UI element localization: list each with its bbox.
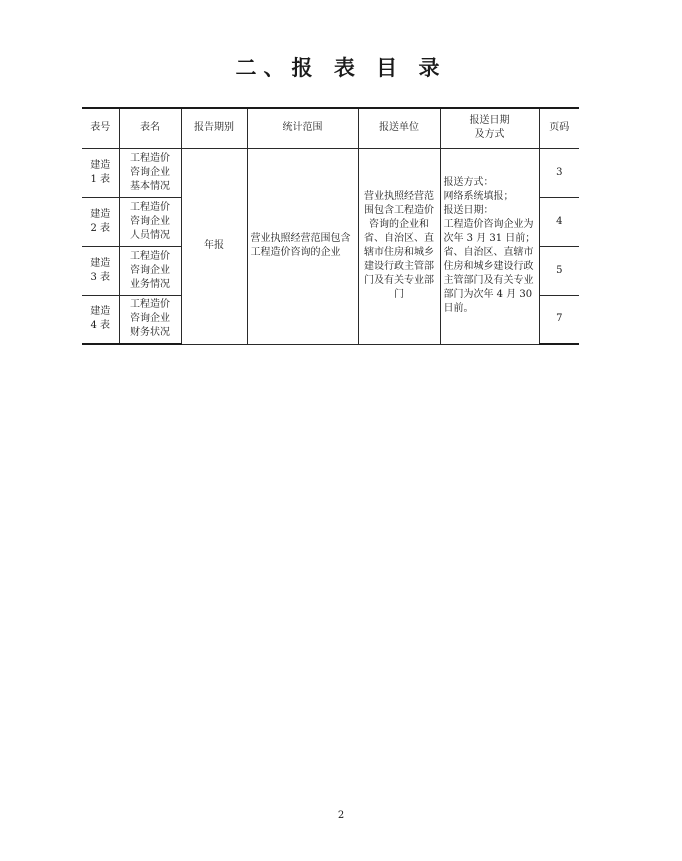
table-number: 建造 3 表 <box>82 246 119 295</box>
table-number: 建造 1 表 <box>82 148 119 197</box>
header-method: 报送日期 及方式 <box>440 108 539 148</box>
page-ref: 5 <box>539 246 579 295</box>
page-title: 二、报 表 目 录 <box>235 56 447 80</box>
header-name: 表名 <box>119 108 181 148</box>
submission-method: 报送方式： 网络系统填报； 报送日期： 工程造价咨询企业为次年 3 月 31 日前； 省、自治区、直辖市住房和城乡建设行政主管部门及有关专业部门为次年 4 月 30 日前。 <box>440 148 539 344</box>
table-number: 建造 4 表 <box>82 295 119 344</box>
table-row <box>82 148 579 197</box>
table-name: 工程造价 咨询企业 人员情况 <box>119 197 181 246</box>
page-ref: 3 <box>539 148 579 197</box>
header-number: 表号 <box>82 108 119 148</box>
header-page: 页码 <box>539 108 579 148</box>
page-number: 2 <box>337 810 345 821</box>
page-ref: 7 <box>539 295 579 344</box>
header-scope: 统计范围 <box>247 108 358 148</box>
table-name: 工程造价 咨询企业 基本情况 <box>119 148 181 197</box>
page-ref: 4 <box>539 197 579 246</box>
header-period: 报告期别 <box>181 108 247 148</box>
statistical-scope: 营业执照经营范围包含工程造价咨询的企业 <box>247 148 358 344</box>
reporting-unit: 营业执照经营范围包含工程造价咨询的企业和省、自治区、直辖市住房和城乡建设行政主管部门及有关专业部门 <box>358 148 440 344</box>
table-name: 工程造价 咨询企业 财务状况 <box>119 295 181 344</box>
table-number: 建造 2 表 <box>82 197 119 246</box>
table-header-row <box>82 108 579 148</box>
header-unit: 报送单位 <box>358 108 440 148</box>
report-catalog-table <box>82 107 579 345</box>
report-period: 年报 <box>181 148 247 344</box>
table-name: 工程造价 咨询企业 业务情况 <box>119 246 181 295</box>
